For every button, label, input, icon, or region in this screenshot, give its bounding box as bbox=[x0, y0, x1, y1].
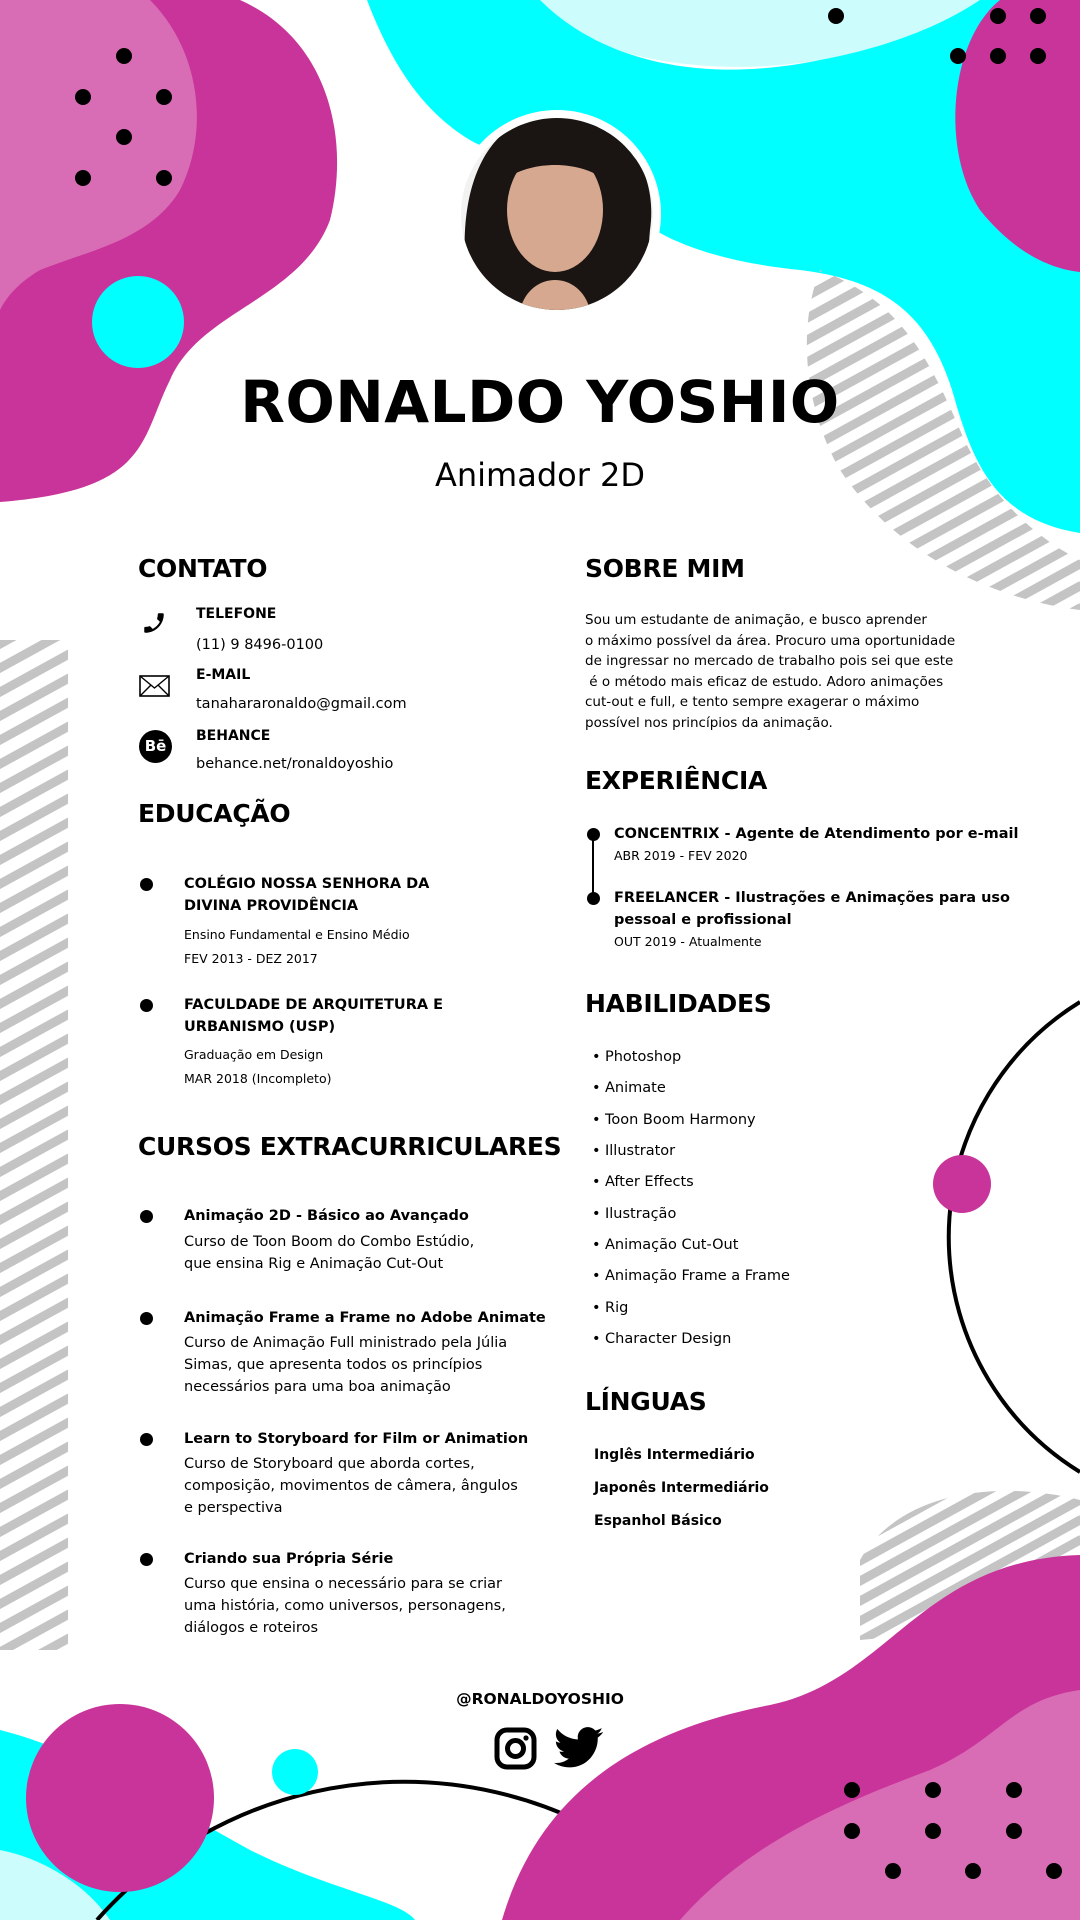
stripe bbox=[840, 1260, 1080, 1392]
decorative-dot bbox=[75, 170, 91, 186]
name-title: RONALDO YOSHIO bbox=[240, 368, 840, 436]
edu-title: DIVINA PROVIDÊNCIA bbox=[184, 898, 359, 914]
stripe bbox=[840, 1320, 1080, 1452]
skill-item: • Rig bbox=[605, 1300, 628, 1316]
course-desc: Curso que ensina o necessário para se criar bbox=[184, 1576, 503, 1592]
decorative-dot bbox=[75, 89, 91, 105]
contact-label-email: E-MAIL bbox=[196, 667, 251, 683]
stripe bbox=[840, 1280, 1080, 1412]
stripe bbox=[840, 1440, 1080, 1572]
language-item: Inglês Intermediário bbox=[594, 1447, 755, 1463]
course-title: Criando sua Própria Série bbox=[184, 1551, 394, 1567]
edu-date: FEV 2013 - DEZ 2017 bbox=[184, 951, 318, 966]
decorative-dot bbox=[1030, 8, 1046, 24]
bullet-icon bbox=[140, 878, 153, 891]
cyan-circle-bottom bbox=[272, 1749, 318, 1795]
decorative-dot bbox=[885, 1863, 901, 1879]
language-item: Japonês Intermediário bbox=[594, 1480, 769, 1496]
bullet-icon bbox=[140, 1210, 153, 1223]
decorative-dot bbox=[844, 1823, 860, 1839]
language-item: Espanhol Básico bbox=[594, 1513, 722, 1529]
behance-icon: Bē bbox=[139, 730, 172, 763]
stripe bbox=[840, 1360, 1080, 1492]
course-desc: que ensina Rig e Animação Cut-Out bbox=[184, 1256, 444, 1272]
decorative-dot bbox=[844, 1782, 860, 1798]
bullet-icon bbox=[140, 999, 153, 1012]
section-title-linguas: LÍNGUAS bbox=[585, 1387, 707, 1416]
course-title: Animação Frame a Frame no Adobe Animate bbox=[184, 1310, 546, 1326]
timeline-dot-icon bbox=[587, 828, 600, 841]
section-title-educacao: EDUCAÇÃO bbox=[138, 799, 291, 828]
instagram-icon[interactable] bbox=[494, 1727, 537, 1774]
course-desc: necessários para uma boa animação bbox=[184, 1379, 451, 1395]
edu-title: URBANISMO (USP) bbox=[184, 1019, 336, 1035]
course-desc: Simas, que apresenta todos os princípios bbox=[184, 1357, 483, 1373]
about-line: é o método mais eficaz de estudo. Adoro animações bbox=[585, 673, 944, 690]
edu-date: MAR 2018 (Incompleto) bbox=[184, 1071, 332, 1086]
stripe bbox=[0, 1632, 80, 1682]
skill-item: • Toon Boom Harmony bbox=[605, 1112, 756, 1128]
decorative-dot bbox=[950, 48, 966, 64]
course-title: Animação 2D - Básico ao Avançado bbox=[184, 1208, 469, 1224]
exp-title: FREELANCER - Ilustrações e Animações para uso bbox=[614, 890, 1010, 906]
contact-value-phone: (11) 9 8496-0100 bbox=[196, 637, 324, 653]
about-line: possível nos princípios da animação. bbox=[585, 714, 833, 731]
about-line: cut-out e full, e tento sempre exagerar o máximo bbox=[585, 694, 920, 710]
stripe bbox=[840, 1420, 1080, 1552]
contact-label-behance: BEHANCE bbox=[196, 728, 271, 744]
bullet-icon bbox=[140, 1312, 153, 1325]
about-text bbox=[585, 610, 955, 733]
role-subtitle: Animador 2D bbox=[434, 456, 646, 494]
contact-value-behance[interactable]: behance.net/ronaldoyoshio bbox=[196, 756, 394, 772]
skill-item: • Character Design bbox=[605, 1331, 731, 1347]
stripe bbox=[840, 1240, 1080, 1372]
course-desc: Curso de Animação Full ministrado pela Júlia bbox=[184, 1335, 508, 1351]
course-desc: composição, movimentos de câmera, ângulos bbox=[184, 1478, 518, 1494]
decorative-dot bbox=[828, 8, 844, 24]
black-arc-right bbox=[949, 1002, 1080, 1472]
section-title-habilidades: HABILIDADES bbox=[585, 989, 772, 1018]
stripe bbox=[840, 1340, 1080, 1472]
course-title: Learn to Storyboard for Film or Animation bbox=[184, 1431, 529, 1447]
about-line: Sou um estudante de animação, e busco aprender bbox=[585, 612, 927, 628]
exp-title: CONCENTRIX - Agente de Atendimento por e-mail bbox=[614, 826, 1019, 842]
stripe bbox=[840, 1220, 1080, 1352]
decorative-dot bbox=[1046, 1863, 1062, 1879]
decorative-dot bbox=[965, 1863, 981, 1879]
skill-item: • Ilustração bbox=[605, 1206, 676, 1222]
skill-item: • Animate bbox=[605, 1080, 666, 1096]
decorative-dot bbox=[925, 1782, 941, 1798]
decorative-dot bbox=[116, 48, 132, 64]
stripe bbox=[840, 1400, 1080, 1532]
decorative-dot bbox=[925, 1823, 941, 1839]
about-line: de ingressar no mercado de trabalho pois sei que este bbox=[585, 653, 954, 669]
skill-item: • Photoshop bbox=[605, 1049, 681, 1065]
skill-item: • Animação Frame a Frame bbox=[605, 1268, 790, 1284]
skill-item: • After Effects bbox=[605, 1174, 694, 1190]
decorative-dot bbox=[1006, 1823, 1022, 1839]
decorative-dot bbox=[1006, 1782, 1022, 1798]
section-title-contato: CONTATO bbox=[138, 554, 268, 583]
exp-title: pessoal e profissional bbox=[614, 912, 792, 928]
decorative-dot bbox=[156, 170, 172, 186]
section-title-cursos: CURSOS EXTRACURRICULARES bbox=[138, 1132, 562, 1161]
edu-title: FACULDADE DE ARQUITETURA E bbox=[184, 997, 444, 1013]
bullet-icon bbox=[140, 1433, 153, 1446]
twitter-icon[interactable] bbox=[554, 1727, 604, 1773]
edu-detail: Ensino Fundamental e Ensino Médio bbox=[184, 927, 410, 942]
mail-icon bbox=[139, 675, 170, 701]
stripe bbox=[0, 1608, 80, 1658]
timeline-dot-icon bbox=[587, 892, 600, 905]
decorative-dot bbox=[990, 8, 1006, 24]
about-line: o máximo possível da área. Procuro uma oportunidade bbox=[585, 632, 956, 649]
decorative-dot bbox=[116, 129, 132, 145]
section-title-experiencia: EXPERIÊNCIA bbox=[585, 766, 768, 795]
skill-item: • Illustrator bbox=[605, 1143, 675, 1159]
decorative-dot bbox=[1030, 48, 1046, 64]
decorative-dot bbox=[990, 48, 1006, 64]
timeline-line bbox=[592, 834, 594, 898]
decorative-dot bbox=[156, 89, 172, 105]
magenta-dot-right bbox=[933, 1155, 991, 1213]
skill-item: • Animação Cut-Out bbox=[605, 1237, 738, 1253]
course-desc: Curso de Storyboard que aborda cortes, bbox=[184, 1456, 475, 1472]
exp-date: ABR 2019 - FEV 2020 bbox=[614, 848, 748, 863]
magenta-circle-bottom-left bbox=[26, 1704, 214, 1892]
cyan-circle-top-left bbox=[92, 276, 184, 368]
contact-value-email[interactable]: tanahararonaldo@gmail.com bbox=[196, 696, 407, 712]
edu-detail: Graduação em Design bbox=[184, 1047, 324, 1062]
edu-title: COLÉGIO NOSSA SENHORA DA bbox=[184, 876, 430, 892]
course-desc: e perspectiva bbox=[184, 1500, 283, 1516]
phone-icon bbox=[141, 610, 167, 636]
social-handle: @RONALDOYOSHIO bbox=[456, 1690, 624, 1708]
course-desc: Curso de Toon Boom do Combo Estúdio, bbox=[184, 1234, 475, 1250]
course-desc: diálogos e roteiros bbox=[184, 1620, 319, 1636]
course-desc: uma história, como universos, personagens, bbox=[184, 1598, 506, 1614]
section-title-sobre: SOBRE MIM bbox=[585, 554, 745, 583]
bullet-icon bbox=[140, 1553, 153, 1566]
contact-label-phone: TELEFONE bbox=[196, 606, 277, 622]
exp-date: OUT 2019 - Atualmente bbox=[614, 934, 762, 949]
